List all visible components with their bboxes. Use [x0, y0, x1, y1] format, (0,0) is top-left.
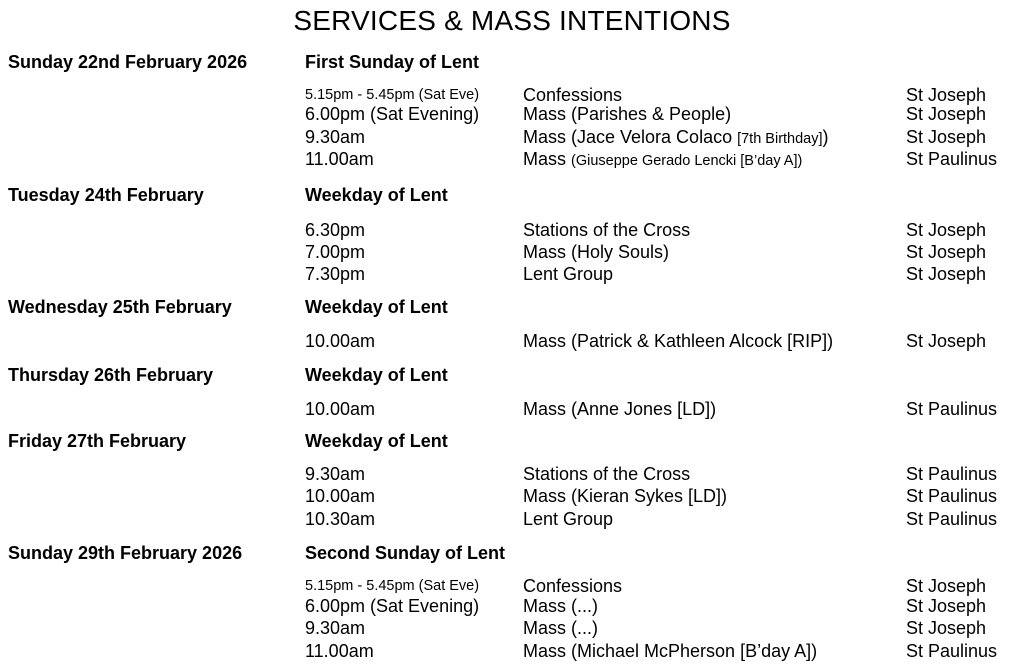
- day-date: Tuesday 24th February: [8, 185, 204, 205]
- day-date: Sunday 29th February 2026: [8, 543, 243, 563]
- service-church: St Paulinus: [906, 641, 998, 661]
- service-row: [0, 463, 1024, 485]
- service-row: [0, 485, 1024, 507]
- service-row: [0, 126, 1024, 148]
- service-intention-tail: ): [822, 127, 829, 147]
- day-date: Wednesday 25th February: [8, 297, 232, 317]
- service-church: St Paulinus: [906, 149, 998, 169]
- service-time: 10.00am: [305, 486, 376, 506]
- service-intention: Lent Group: [523, 509, 614, 529]
- service-row: [0, 330, 1024, 352]
- service-intention: Lent Group: [523, 264, 614, 284]
- service-intention: Confessions: [523, 85, 623, 105]
- service-intention: Mass (Patrick & Kathleen Alcock [RIP]): [523, 331, 834, 351]
- service-church: St Joseph: [906, 331, 987, 351]
- service-intention: Mass: [523, 149, 572, 169]
- page-title: SERVICES & MASS INTENTIONS: [293, 5, 731, 36]
- day-date: Sunday 22nd February 2026: [8, 52, 248, 72]
- service-church: St Paulinus: [906, 509, 998, 529]
- service-church: St Joseph: [906, 104, 987, 124]
- service-church: St Joseph: [906, 576, 987, 596]
- service-church: St Joseph: [906, 618, 987, 638]
- service-intention-note: (Giuseppe Gerado Lencki [B’day A]): [571, 153, 803, 169]
- service-church: St Paulinus: [906, 464, 998, 484]
- service-intention: Mass (Holy Souls): [523, 242, 670, 262]
- service-church: St Paulinus: [906, 486, 998, 506]
- service-church: St Joseph: [906, 242, 987, 262]
- service-time: 9.30am: [305, 127, 366, 147]
- service-row: [0, 148, 1024, 170]
- service-row: [0, 640, 1024, 662]
- service-time: 7.00pm: [305, 242, 366, 262]
- service-time: 7.30pm: [305, 264, 366, 284]
- service-intention: Mass (Anne Jones [LD]): [523, 399, 717, 419]
- service-row: [0, 241, 1024, 263]
- service-row: [0, 103, 1024, 125]
- service-time: 9.30am: [305, 618, 366, 638]
- service-time: 10.30am: [305, 509, 376, 529]
- service-church: St Joseph: [906, 85, 987, 105]
- service-intention: Mass (Parishes & People): [523, 104, 732, 124]
- service-row: [0, 508, 1024, 530]
- service-time: 9.30am: [305, 464, 366, 484]
- service-intention: Mass (...): [523, 596, 598, 616]
- service-time: 10.00am: [305, 399, 376, 419]
- service-time: 6.00pm (Sat Evening): [305, 104, 480, 124]
- service-church: St Joseph: [906, 127, 987, 147]
- day-date: Thursday 26th February: [8, 365, 214, 385]
- day-feast: Weekday of Lent: [305, 365, 448, 385]
- service-row: [0, 219, 1024, 241]
- service-church: St Joseph: [906, 264, 987, 284]
- day-feast: Weekday of Lent: [305, 185, 448, 205]
- service-row: [0, 263, 1024, 285]
- service-time: 5.15pm - 5.45pm (Sat Eve): [305, 87, 480, 103]
- service-intention: Confessions: [523, 576, 623, 596]
- service-row: [0, 595, 1024, 617]
- service-time: 11.00am: [305, 641, 374, 661]
- service-intention: Mass (Kieran Sykes [LD]): [523, 486, 728, 506]
- service-church: St Joseph: [906, 220, 987, 240]
- service-church: St Paulinus: [906, 399, 998, 419]
- day-feast: Second Sunday of Lent: [305, 543, 506, 563]
- service-intention: Stations of the Cross: [523, 464, 691, 484]
- service-time: 6.30pm: [305, 220, 366, 240]
- day-feast: Weekday of Lent: [305, 297, 448, 317]
- day-feast: First Sunday of Lent: [305, 52, 480, 72]
- service-intention-group: [523, 148, 802, 172]
- day-feast: Weekday of Lent: [305, 431, 448, 451]
- service-time: 11.00am: [305, 149, 374, 169]
- service-intention: Mass (Jace Velora Colaco: [523, 127, 738, 147]
- service-intention: Mass (...): [523, 618, 598, 638]
- service-church: St Joseph: [906, 596, 987, 616]
- service-row: [0, 617, 1024, 639]
- service-row: [0, 398, 1024, 420]
- service-intention-group: [523, 126, 829, 150]
- day-date: Friday 27th February: [8, 431, 187, 451]
- service-time: 10.00am: [305, 331, 376, 351]
- service-intention: Mass (Michael McPherson [B’day A]): [523, 641, 818, 661]
- service-row: [0, 575, 1024, 597]
- service-time: 6.00pm (Sat Evening): [305, 596, 480, 616]
- service-intention-note: [7th Birthday]: [737, 131, 823, 147]
- service-intention: Stations of the Cross: [523, 220, 691, 240]
- service-time: 5.15pm - 5.45pm (Sat Eve): [305, 578, 480, 594]
